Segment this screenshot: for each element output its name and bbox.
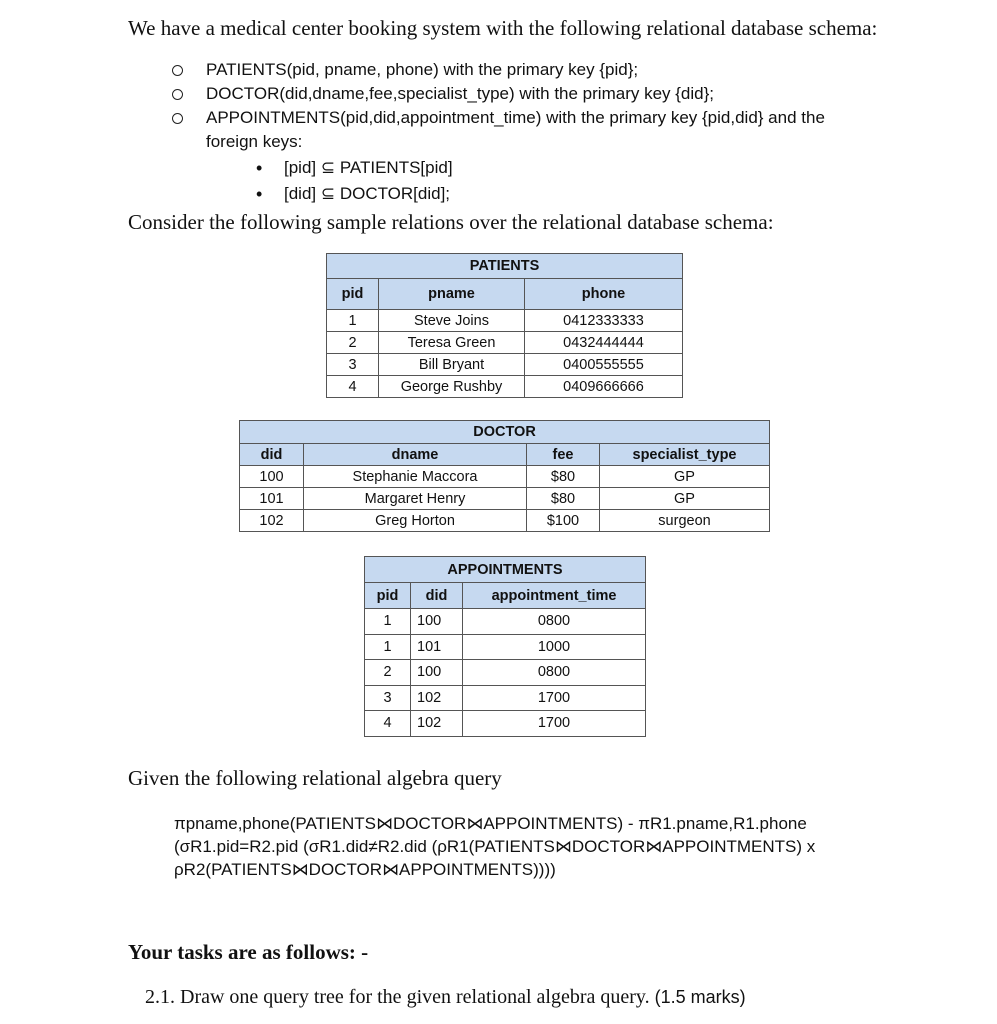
table-row [327,332,683,354]
schema-list [172,58,872,206]
table-caption: DOCTOR [240,421,770,444]
column-header: appointment_time [463,583,646,609]
table-cell: Teresa Green [379,332,525,354]
table-row [240,466,770,488]
schema-item-text: PATIENTS(pid, pname, phone) with the primary key {pid}; [206,60,639,79]
query-line: πpname,phone(PATIENTS⋈DOCTOR⋈APPOINTMENTS) - πR1.pname,R1.phone [174,814,807,833]
table-cell: 0400555555 [525,354,683,376]
table-cell: 101 [411,634,463,660]
table-cell: 100 [411,609,463,635]
query-line: (σR1.pid=R2.pid (σR1.did≠R2.did (ρR1(PATIENTS⋈DOCTOR⋈APPOINTMENTS) x [174,837,816,856]
table-cell: GP [600,488,770,510]
table-row [240,510,770,532]
table-row [365,711,646,737]
table-caption: PATIENTS [327,254,683,279]
table-cell: 1700 [463,685,646,711]
table-cell: 1 [365,609,411,635]
consider-text: Consider the following sample relations over the relational database schema: [128,210,774,234]
schema-item-patients [172,58,872,82]
table-row [327,354,683,376]
table-cell: 0432444444 [525,332,683,354]
table-cell: Bill Bryant [379,354,525,376]
table-cell: 3 [365,685,411,711]
table-cell: 4 [327,376,379,398]
table-cell: GP [600,466,770,488]
table-cell: 2 [327,332,379,354]
table-cell: 1000 [463,634,646,660]
table-caption: APPOINTMENTS [365,557,646,583]
column-header: pid [365,583,411,609]
query-line: ρR2(PATIENTS⋈DOCTOR⋈APPOINTMENTS)))) [174,860,556,879]
foreign-key-item [172,182,872,206]
table-row [327,376,683,398]
table-cell: Greg Horton [304,510,527,532]
column-header: phone [525,279,683,310]
schema-item-appointments [172,106,872,154]
table-cell: $100 [527,510,600,532]
foreign-key-item [172,156,872,180]
table-cell: Margaret Henry [304,488,527,510]
column-header: dname [304,444,527,466]
column-header: did [240,444,304,466]
task-item [145,986,746,1009]
bullet-icon: • [256,158,263,178]
given-text: Given the following relational algebra query [128,766,502,790]
circle-bullet-icon [172,65,183,76]
table-cell: Steve Joins [379,310,525,332]
task-text: 2.1. Draw one query tree for the given relational algebra query. [145,986,650,1008]
schema-item-text: APPOINTMENTS(pid,did,appointment_time) with the primary key {pid,did} and the [206,108,825,127]
patients-table [326,253,683,398]
table-row [327,310,683,332]
table-cell: $80 [527,488,600,510]
circle-bullet-icon [172,113,183,124]
table-row [240,488,770,510]
table-cell: 0409666666 [525,376,683,398]
foreign-key-text: [pid] ⊆ PATIENTS[pid] [284,158,453,177]
table-row [365,660,646,686]
circle-bullet-icon [172,89,183,100]
table-cell: 1 [327,310,379,332]
tasks-heading: Your tasks are as follows: - [128,940,369,964]
table-cell: 0800 [463,609,646,635]
table-cell: 0412333333 [525,310,683,332]
table-cell: 100 [240,466,304,488]
schema-item-text: DOCTOR(did,dname,fee,specialist_type) with the primary key {did}; [206,84,715,103]
table-row [365,609,646,635]
table-cell: George Rushby [379,376,525,398]
intro-text: We have a medical center booking system with the following relational database schema: [128,16,878,40]
table-cell: 1700 [463,711,646,737]
table-cell: 2 [365,660,411,686]
task-marks: (1.5 marks) [654,987,746,1007]
doctor-table [239,420,770,532]
table-cell: 4 [365,711,411,737]
table-row [365,634,646,660]
table-cell: 102 [411,685,463,711]
column-header: specialist_type [600,444,770,466]
schema-item-text-cont: foreign keys: [206,132,303,151]
table-cell: 101 [240,488,304,510]
table-cell: 1 [365,634,411,660]
foreign-key-text: [did] ⊆ DOCTOR[did]; [284,184,451,203]
table-cell: 100 [411,660,463,686]
table-cell: 0800 [463,660,646,686]
bullet-icon: • [256,184,263,204]
column-header: did [411,583,463,609]
table-cell: $80 [527,466,600,488]
table-cell: 3 [327,354,379,376]
table-cell: 102 [411,711,463,737]
column-header: pid [327,279,379,310]
column-header: pname [379,279,525,310]
table-row [365,685,646,711]
table-cell: Stephanie Maccora [304,466,527,488]
column-header: fee [527,444,600,466]
table-cell: 102 [240,510,304,532]
appointments-table [364,556,646,737]
schema-item-doctor [172,82,872,106]
relational-algebra-query [174,812,874,881]
table-cell: surgeon [600,510,770,532]
